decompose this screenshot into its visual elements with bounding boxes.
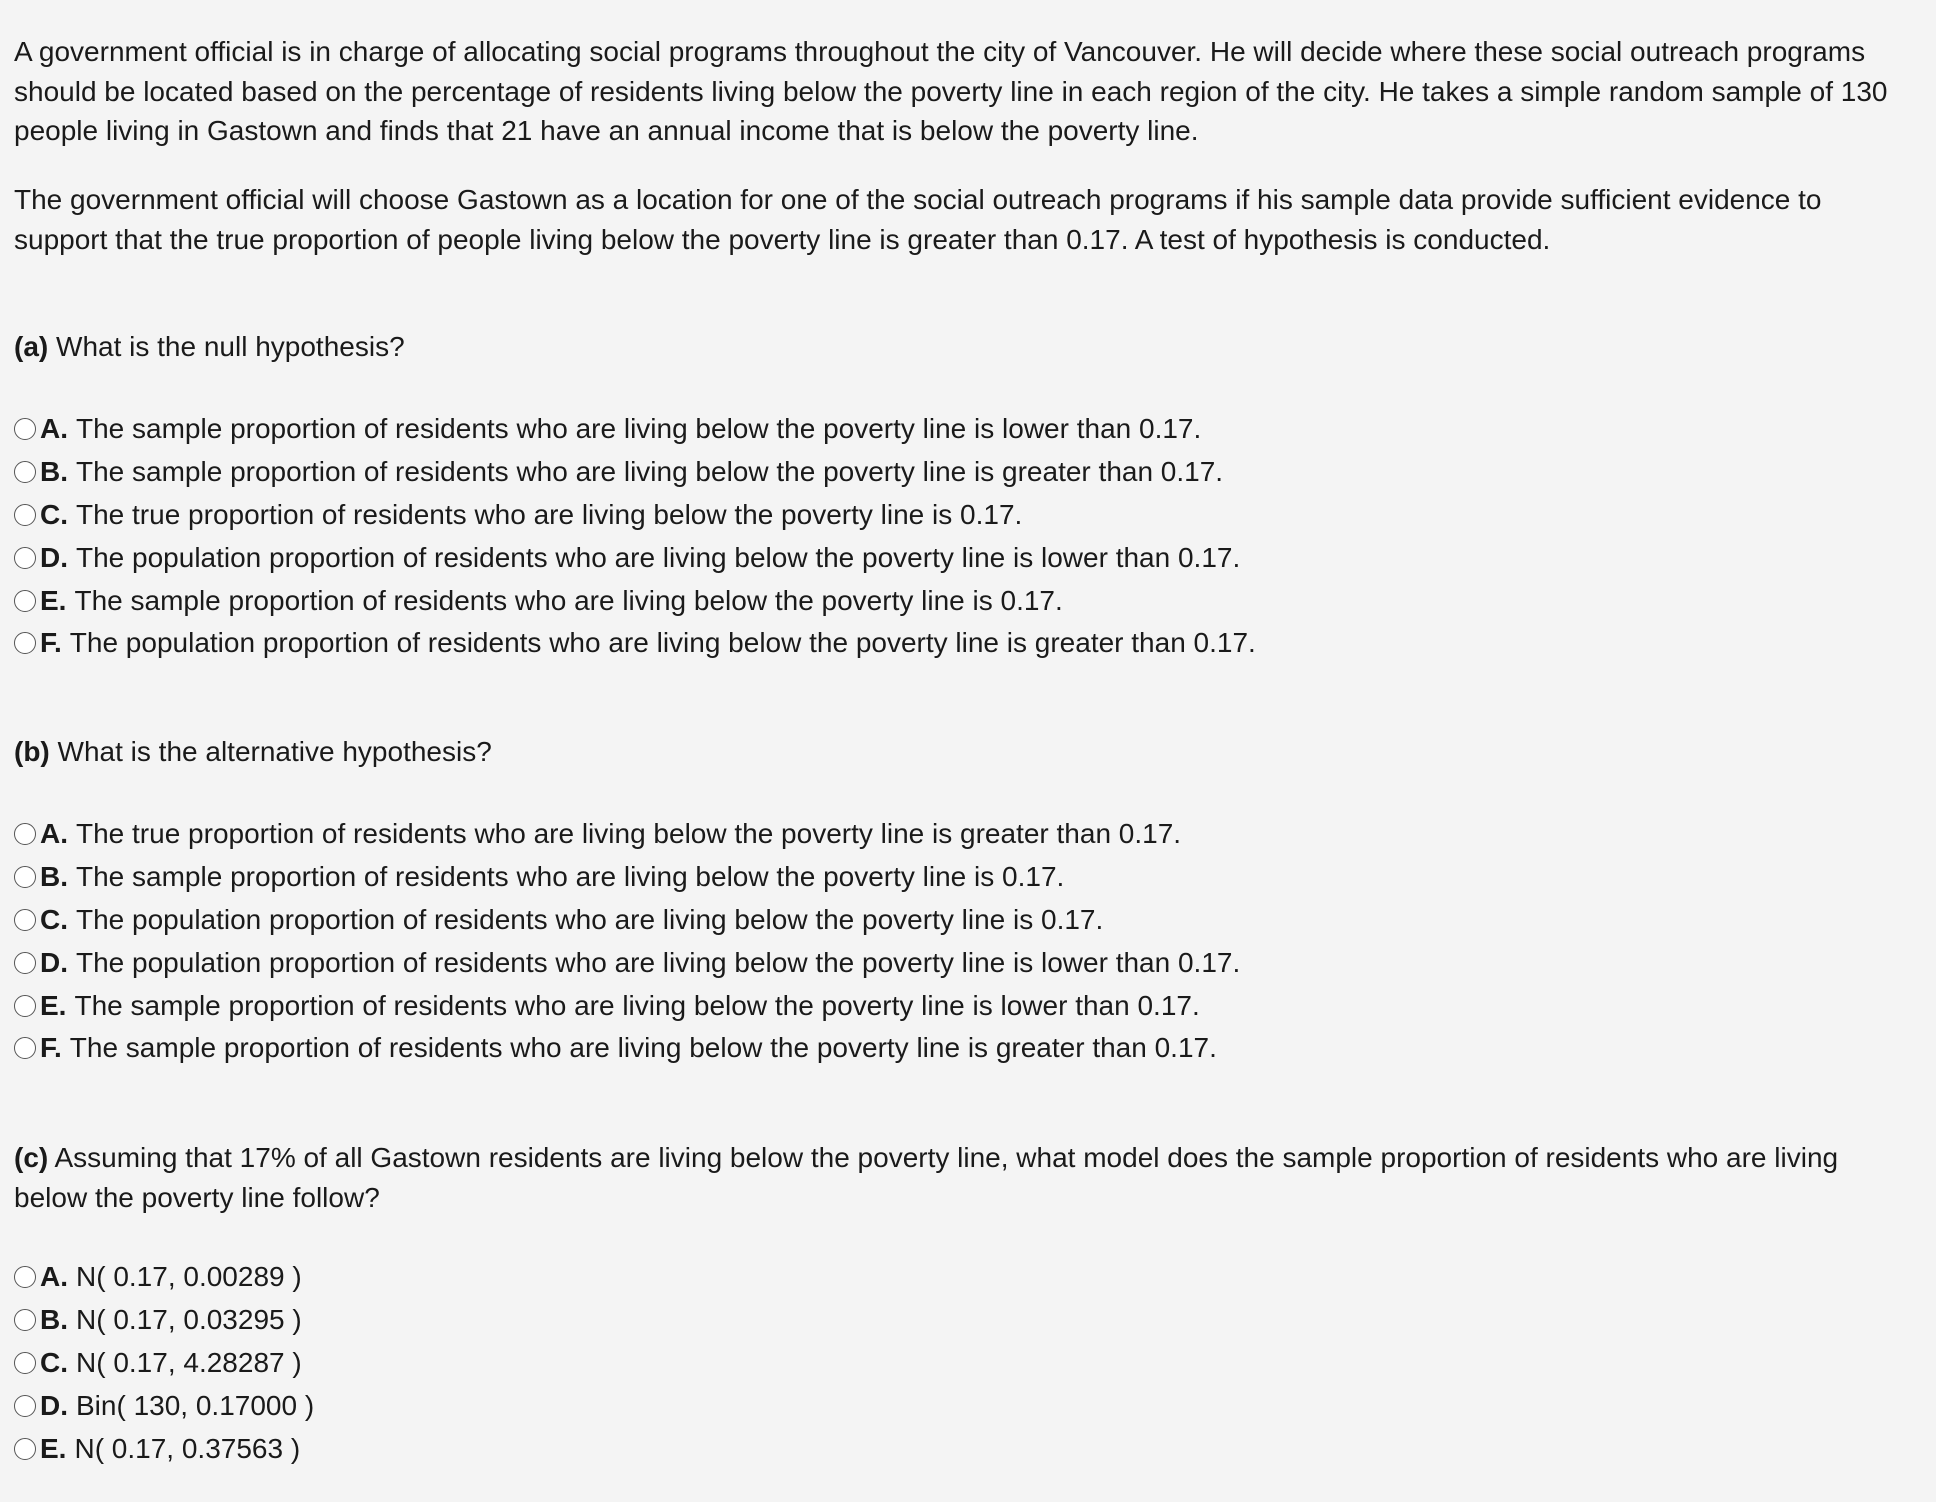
option-text: The sample proportion of residents who are living below the poverty line is 0.17.	[76, 861, 1065, 893]
option-b-C[interactable]	[14, 899, 1240, 942]
question-label: (c)	[14, 1142, 49, 1173]
option-a-D[interactable]	[14, 536, 1256, 579]
option-a-C[interactable]	[14, 494, 1256, 537]
option-letter: E.	[40, 989, 67, 1021]
option-c-A[interactable]	[14, 1256, 314, 1299]
option-b-E[interactable]	[14, 984, 1240, 1027]
option-letter: A.	[40, 1261, 68, 1293]
radio-button[interactable]	[14, 823, 36, 845]
option-letter: F.	[40, 1032, 62, 1064]
option-text: N( 0.17, 4.28287 )	[76, 1346, 302, 1378]
option-c-C[interactable]	[14, 1342, 314, 1385]
radio-button[interactable]	[14, 1438, 36, 1460]
option-c-B[interactable]	[14, 1299, 314, 1342]
question-text: Assuming that 17% of all Gastown residents are living below the poverty line, what model does the sample proportion of residents who are living below the poverty line follow?	[14, 1142, 1839, 1213]
option-letter: C.	[40, 498, 68, 530]
option-letter: E.	[40, 1432, 67, 1464]
option-text: The sample proportion of residents who are living below the poverty line is lower than 0.17.	[76, 413, 1202, 445]
radio-button[interactable]	[14, 632, 36, 654]
option-letter: B.	[40, 456, 68, 488]
question-c	[14, 1138, 1914, 1217]
option-letter: D.	[40, 946, 68, 978]
option-letter: F.	[40, 627, 62, 659]
intro-paragraph-2: The government official will choose Gastown as a location for one of the social outreach programs if his sample data provide sufficient evidence to support that the true proportion of people living below the poverty line is greater than 0.17. A test of hypothesis is conducted.	[14, 184, 1822, 255]
radio-button[interactable]	[14, 1395, 36, 1417]
option-letter: C.	[40, 1346, 68, 1378]
option-text: The population proportion of residents who are living below the poverty line is lower than 0.17.	[76, 946, 1241, 978]
option-text: N( 0.17, 0.00289 )	[76, 1261, 302, 1293]
option-letter: A.	[40, 413, 68, 445]
option-a-E[interactable]	[14, 579, 1256, 622]
option-letter: D.	[40, 1389, 68, 1421]
options-a	[14, 408, 1256, 665]
radio-button[interactable]	[14, 461, 36, 483]
option-letter: A.	[40, 818, 68, 850]
radio-button[interactable]	[14, 952, 36, 974]
question-label: (a)	[14, 331, 49, 362]
radio-button[interactable]	[14, 504, 36, 526]
option-letter: D.	[40, 541, 68, 573]
options-b	[14, 813, 1240, 1070]
radio-button[interactable]	[14, 866, 36, 888]
option-text: The population proportion of residents who are living below the poverty line is lower than 0.17.	[76, 541, 1241, 573]
option-text: Bin( 130, 0.17000 )	[76, 1389, 315, 1421]
option-letter: B.	[40, 1304, 68, 1336]
option-a-F[interactable]	[14, 622, 1256, 665]
question-label: (b)	[14, 736, 50, 767]
radio-button[interactable]	[14, 418, 36, 440]
option-text: The sample proportion of residents who are living below the poverty line is greater than 0.17.	[76, 456, 1224, 488]
option-text: The sample proportion of residents who are living below the poverty line is greater than 0.17.	[69, 1032, 1217, 1064]
option-text: N( 0.17, 0.37563 )	[74, 1432, 301, 1464]
option-a-A[interactable]	[14, 408, 1256, 451]
option-letter: E.	[40, 584, 67, 616]
option-text: The population proportion of residents who are living below the poverty line is 0.17.	[76, 903, 1104, 935]
option-text: The true proportion of residents who are living below the poverty line is 0.17.	[76, 498, 1023, 530]
radio-button[interactable]	[14, 1266, 36, 1288]
radio-button[interactable]	[14, 995, 36, 1017]
options-c	[14, 1256, 314, 1470]
option-text: The true proportion of residents who are living below the poverty line is greater than 0.17.	[76, 818, 1182, 850]
radio-button[interactable]	[14, 1037, 36, 1059]
option-letter: C.	[40, 903, 68, 935]
question-b	[14, 732, 1914, 772]
option-text: The sample proportion of residents who are living below the poverty line is 0.17.	[74, 584, 1063, 616]
option-a-B[interactable]	[14, 451, 1256, 494]
radio-button[interactable]	[14, 590, 36, 612]
question-text: What is the null hypothesis?	[56, 331, 405, 362]
option-text: N( 0.17, 0.03295 )	[76, 1304, 302, 1336]
radio-button[interactable]	[14, 909, 36, 931]
option-c-E[interactable]	[14, 1427, 314, 1470]
option-b-B[interactable]	[14, 856, 1240, 899]
radio-button[interactable]	[14, 1309, 36, 1331]
question-text: What is the alternative hypothesis?	[57, 736, 492, 767]
intro-paragraph-1: A government official is in charge of allocating social programs throughout the city of Vancouver. He will decide where these social outreach programs should be located based on the percentage of residents living below the poverty line in each region of the city. He takes a simple random sample of 130 people living in Gastown and finds that 21 have an annual income that is below the poverty line.	[14, 36, 1888, 146]
option-b-A[interactable]	[14, 813, 1240, 856]
option-letter: B.	[40, 861, 68, 893]
option-b-D[interactable]	[14, 941, 1240, 984]
option-c-D[interactable]	[14, 1384, 314, 1427]
question-a	[14, 327, 1914, 367]
radio-button[interactable]	[14, 1352, 36, 1374]
option-b-F[interactable]	[14, 1027, 1240, 1070]
option-text: The population proportion of residents who are living below the poverty line is greater than 0.17.	[69, 627, 1256, 659]
option-text: The sample proportion of residents who are living below the poverty line is lower than 0.17.	[74, 989, 1200, 1021]
radio-button[interactable]	[14, 547, 36, 569]
